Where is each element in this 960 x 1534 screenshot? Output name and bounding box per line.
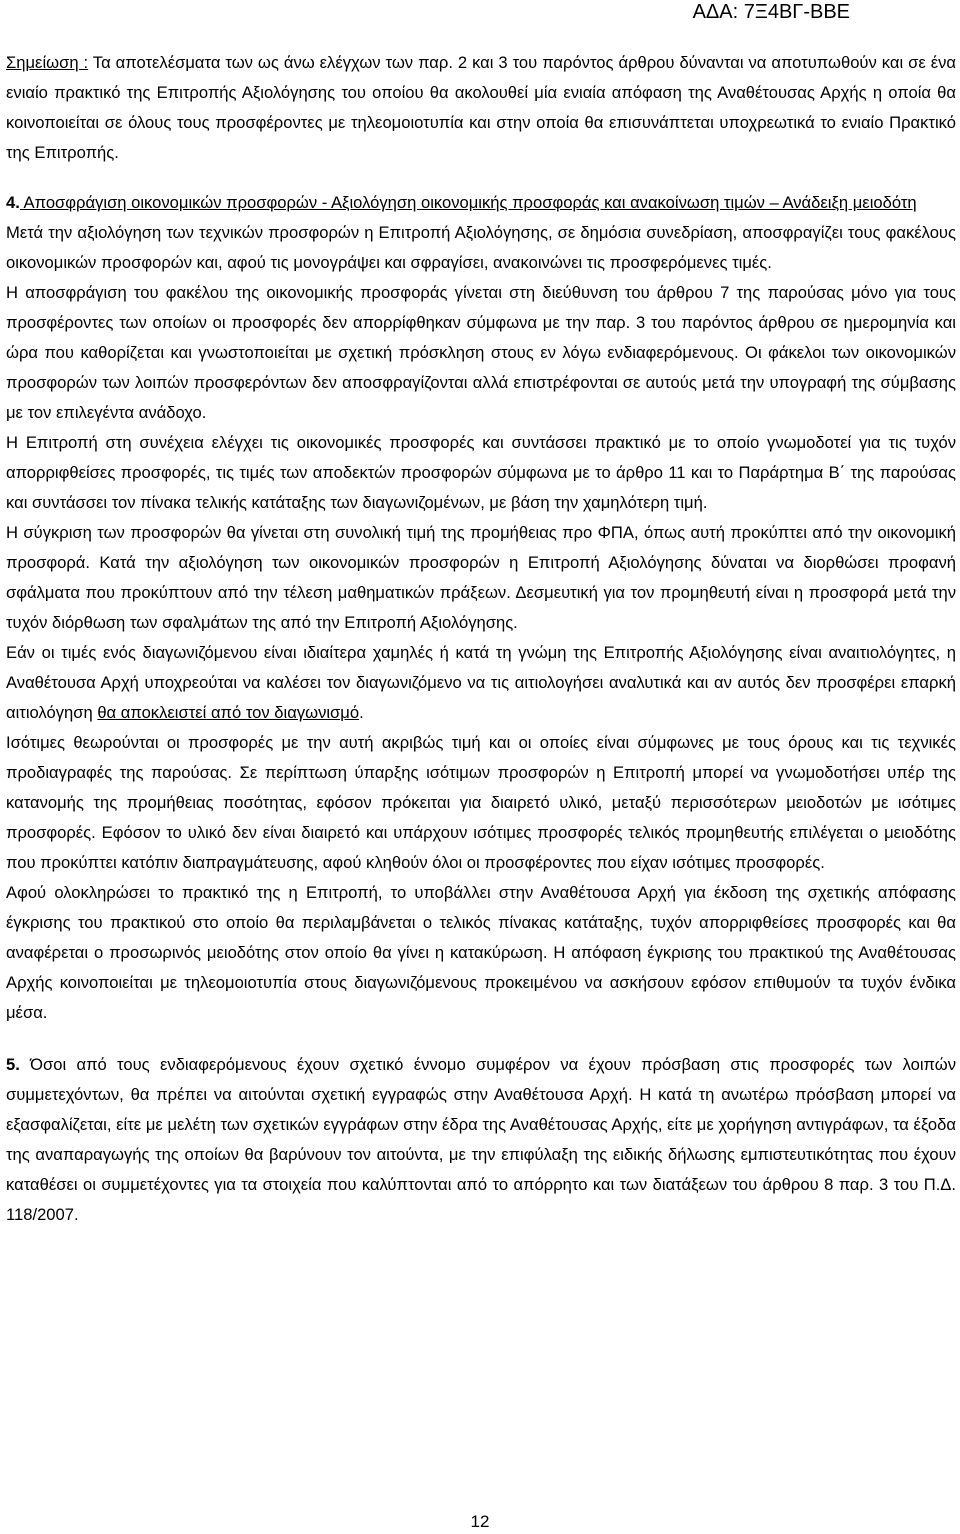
note-text: Τα αποτελέσματα των ως άνω ελέγχων των παρ. 2 και 3 του παρόντος άρθρου δύνανται να αποτυπωθούν και σε ένα ενιαίο πρακτικό της Επιτροπής Αξιολόγησης του οποίου θα ακολουθεί μία ενιαία απόφαση της Αναθέτουσας Αρχής η οποία θα κοινοποιείται σε όλους τους προσφέροντες με τηλεομοιοτυπία και στην οποία θα επισυνάπτεται υποχρεωτικά το ενιαίο Πρακτικό της Επιτροπής. xyxy=(6,53,956,162)
note-label: Σημείωση : xyxy=(6,53,89,72)
page-number: 12 xyxy=(470,1512,490,1531)
section-4-paragraph-5 xyxy=(6,638,956,728)
section-4-paragraph-7: Αφού ολοκληρώσει το πρακτικό της η Επιτροπή, το υποβάλλει στην Αναθέτουσα Αρχή για έκδοση της σχετικής απόφασης έγκρισης του πρακτικού στο οποίο θα περιλαμβάνεται ο τελικός πίνακας κατάταξης, τυχόν απορριφθείσες προσφορές και θα αναφέρεται ο προσωρινός μειοδότης στον οποίο θα γίνει η κατακύρωση. Η απόφαση έγκρισης του πρακτικού της Αναθέτουσας Αρχής κοινοποιείται με τηλεομοιοτυπία στους διαγωνιζόμενους προκειμένου να ασκήσουν εφόσον επιθυμούν τα τυχόν ένδικα μέσα. xyxy=(6,883,956,1022)
section-5-text: Όσοι από τους ενδιαφερόμενους έχουν σχετικό έννομο συμφέρον να έχουν πρόσβαση στις προσφορές των λοιπών συμμετεχόντων, θα πρέπει να αιτούνται σχετική εγγραφώς στην Αναθέτουσα Αρχή. Η κατά τη ανωτέρω πρόσβαση μπορεί να εξασφαλίζεται, είτε με μελέτη των σχετικών εγγράφων στην έδρα της Αναθέτουσας Αρχής, είτε με χορήγηση αντιγράφων, τα έξοδα της αναπαραγωγής της οποίων θα βαρύνουν τον αιτούντα, με την επιφύλαξη της ειδικής δήλωσης εμπιστευτικότητας που έχουν καταθέσει οι συμμετέχοντες για τα στοιχεία που καλύπτονται από το απόρρητο και των διατάξεων του άρθρου 8 παρ. 3 του Π.Δ. 118/2007. xyxy=(6,1055,956,1224)
note-paragraph xyxy=(6,48,956,168)
ada-code: ΑΔΑ: 7Ξ4ΒΓ-ΒΒΕ xyxy=(692,1,850,23)
paragraph-5-end: . xyxy=(359,703,364,722)
section-4-paragraph-6: Ισότιμες θεωρούνται οι προσφορές με την αυτή ακριβώς τιμή και οι οποίες είναι σύμφωνες με τους όρους και τις τεχνικές προδιαγραφές της παρούσας. Σε περίπτωση ύπαρξης ισότιμων προσφορών η Επιτροπή μπορεί να γνωμοδοτήσει υπέρ της κατανομής της προμήθειας ποσότητας, εφόσον πρόκειται για διαιρετό υλικό, μεταξύ περισσότερων μειοδοτών με ισότιμες προσφορές. Εφόσον το υλικό δεν είναι διαιρετό και υπάρχουν ισότιμες προσφορές τελικός προμηθευτής επιλέγεται ο μειοδότης που προκύπτει κατόπιν διαπραγμάτευσης, αφού κληθούν όλοι οι προσφέροντες που είχαν ισότιμες προσφορές. xyxy=(6,733,956,872)
paragraph-5-text: Εάν οι τιμές ενός διαγωνιζόμενου είναι ιδιαίτερα χαμηλές ή κατά τη γνώμη της Επιτροπής Αξιολόγησης είναι αναιτιολόγητες, η Αναθέτουσα Αρχή υποχρεούται να καλέσει τον διαγωνιζόμενο να τις αιτιολογήσει αναλυτικά και αν αυτός δεν προσφέρει επαρκή αιτιολόγηση xyxy=(6,643,956,722)
section-5-paragraph xyxy=(6,1050,956,1230)
section-5-number: 5. xyxy=(6,1055,20,1074)
section-4-paragraph-1: Μετά την αξιολόγηση των τεχνικών προσφορών η Επιτροπή Αξιολόγησης, σε δημόσια συνεδρίαση, αποσφραγίζει τους φακέλους οικονομικών προσφορών και, αφού τις μονογράψει και σφραγίσει, ανακοινώνει τις προσφερόμενες τιμές. xyxy=(6,223,956,272)
section-4-paragraph-2: Η αποσφράγιση του φακέλου της οικονομικής προσφοράς γίνεται στη διεύθυνση του άρθρου 7 της παρούσας μόνο για τους προσφέροντες των οποίων οι προσφορές δεν απορρίφθηκαν σύμφωνα με την παρ. 3 του παρόντος άρθρου σε ημερομηνία και ώρα που καθορίζεται και γνωστοποιείται με σχετική πρόσκληση στους εν λόγω ενδιαφερόμενους. Οι φάκελοι των οικονομικών προσφορών των λοιπών προσφερόντων δεν αποσφραγίζονται αλλά επιστρέφονται σε αυτούς μετά την υπογραφή της σύμβασης με τον επιλεγέντα ανάδοχο. xyxy=(6,283,956,422)
section-4-number: 4. xyxy=(6,193,20,212)
section-4-title: Αποσφράγιση οικονομικών προσφορών - Αξιολόγηση οικονομικής προσφοράς και ανακοίνωση τιμών – Ανάδειξη μειοδότη xyxy=(19,193,917,212)
section-4-paragraph-4: Η σύγκριση των προσφορών θα γίνεται στη συνολική τιμή της προμήθειας προ ΦΠΑ, όπως αυτή προκύπτει από την οικονομική προσφορά. Κατά την αξιολόγηση των οικονομικών προσφορών η Επιτροπή Αξιολόγησης δύναται να διορθώσει προφανή σφάλματα που προκύπτουν από την τέλεση μαθηματικών πράξεων. Δεσμευτική για τον προμηθευτή είναι η προσφορά μετά την τυχόν διόρθωση των σφαλμάτων της από την Επιτροπή Αξιολόγησης. xyxy=(6,523,956,632)
document-body xyxy=(6,48,956,1230)
paragraph-5-underlined: θα αποκλειστεί από τον διαγωνισμό xyxy=(97,703,360,722)
section-4-paragraph-3: Η Επιτροπή στη συνέχεια ελέγχει τις οικονομικές προσφορές και συντάσσει πρακτικό με το οποίο γνωμοδοτεί για τις τυχόν απορριφθείσες προσφορές, τις τιμές των αποδεκτών προσφορών σύμφωνα με το άρθρο 11 και το Παράρτημα Β΄ της παρούσας και συντάσσει τον πίνακα τελικής κατάταξης των διαγωνιζομένων, με βάση την χαμηλότερη τιμή. xyxy=(6,433,956,512)
section-4-heading xyxy=(6,188,956,218)
